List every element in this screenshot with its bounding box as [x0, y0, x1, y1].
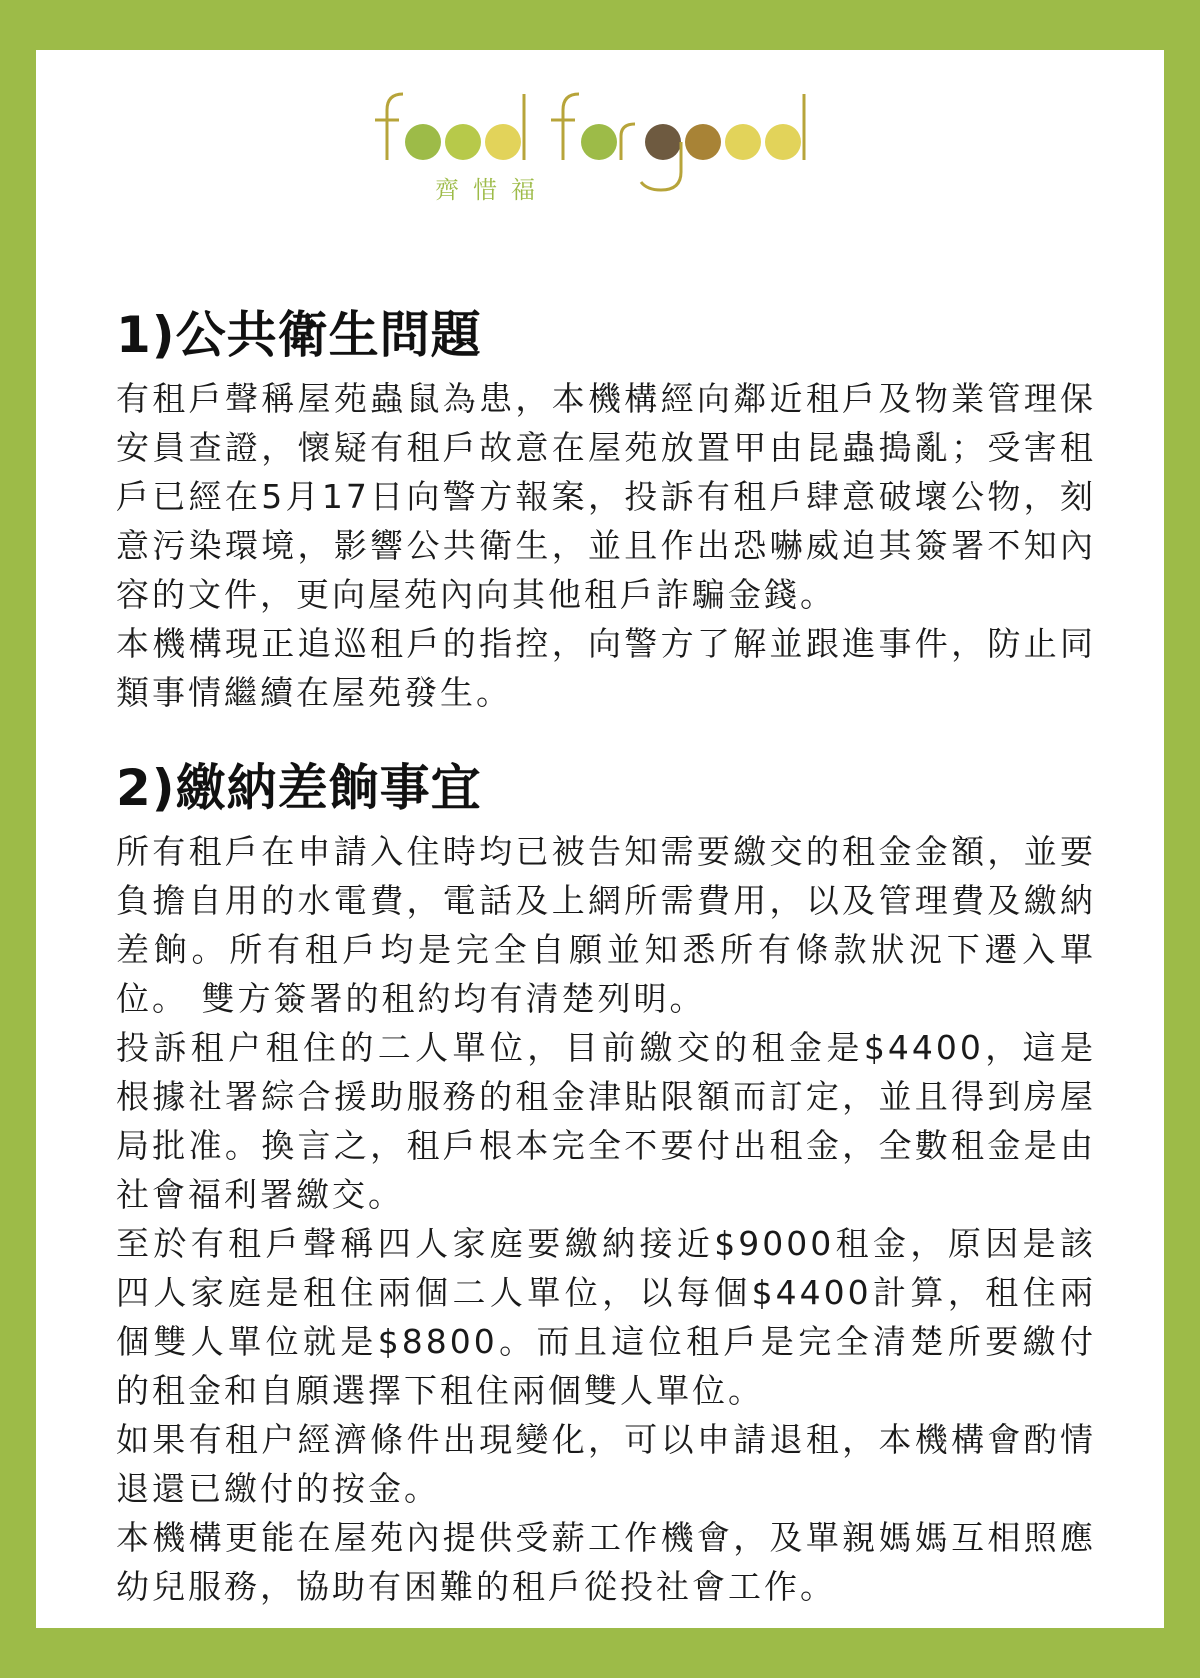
paragraph: 本機構更能在屋苑內提供受薪工作機會，及單親媽媽互相照應幼兒服務，協助有困難的租戶從投社會工作。: [116, 1518, 1096, 1606]
section-title: 2)繳納差餉事宜: [116, 759, 482, 817]
food-for-good-logo-mark: [365, 80, 835, 210]
paragraph: 有租戶聲稱屋苑蟲鼠為患，本機構經向鄰近租戶及物業管理保安員查證，懷疑有租戶故意在屋苑放置甲由昆蟲搗亂；受害租戶已經在5月17日向警方報案，投訴有租戶肆意破壞公物，刻意污染環境，影響公共衛生，並且作出恐嚇威迫其簽署不知內容的文件，更向屋苑內向其他租戶詐騙金錢。: [116, 379, 1096, 614]
food-for-good-logo: [36, 80, 1164, 250]
paragraph: 所有租戶在申請入住時均已被告知需要繳交的租金金額，並要負擔自用的水電費，電話及上網所需費用，以及管理費及繳納差餉。所有租戶均是完全自願並知悉所有條款狀況下遷入單位。 雙方簽署的租約均有清楚列明。: [116, 832, 1096, 1018]
document-page: [36, 50, 1164, 1628]
paragraph: 如果有租户經濟條件出現變化，可以申請退租，本機構會酌情退還已繳付的按金。: [116, 1420, 1096, 1508]
section-rates-payment: [116, 753, 1096, 1611]
paragraph: 至於有租戶聲稱四人家庭要繳納接近$9000租金，原因是該四人家庭是租住兩個二人單位，以每個$4400計算，租住兩個雙人單位就是$8800。而且這位租戶是完全清楚所要繳付的租金和自願選擇下租住兩個雙人單位。: [116, 1224, 1096, 1410]
logo-chinese-text: 齊惜福: [435, 176, 549, 204]
notice-content: [116, 300, 1096, 1611]
section-title: 1)公共衛生問題: [116, 306, 482, 364]
paragraph: 投訴租户租住的二人單位，目前繳交的租金是$4400，這是根據社署綜合援助服務的租金津貼限額而訂定，並且得到房屋局批准。換言之，租戶根本完全不要付出租金，全數租金是由社會福利署繳交。: [116, 1028, 1096, 1214]
section-public-hygiene: [116, 300, 1096, 717]
paragraph: 本機構現正追巡租戶的指控，向警方了解並跟進事件，防止同類事情繼續在屋苑發生。: [116, 624, 1096, 712]
